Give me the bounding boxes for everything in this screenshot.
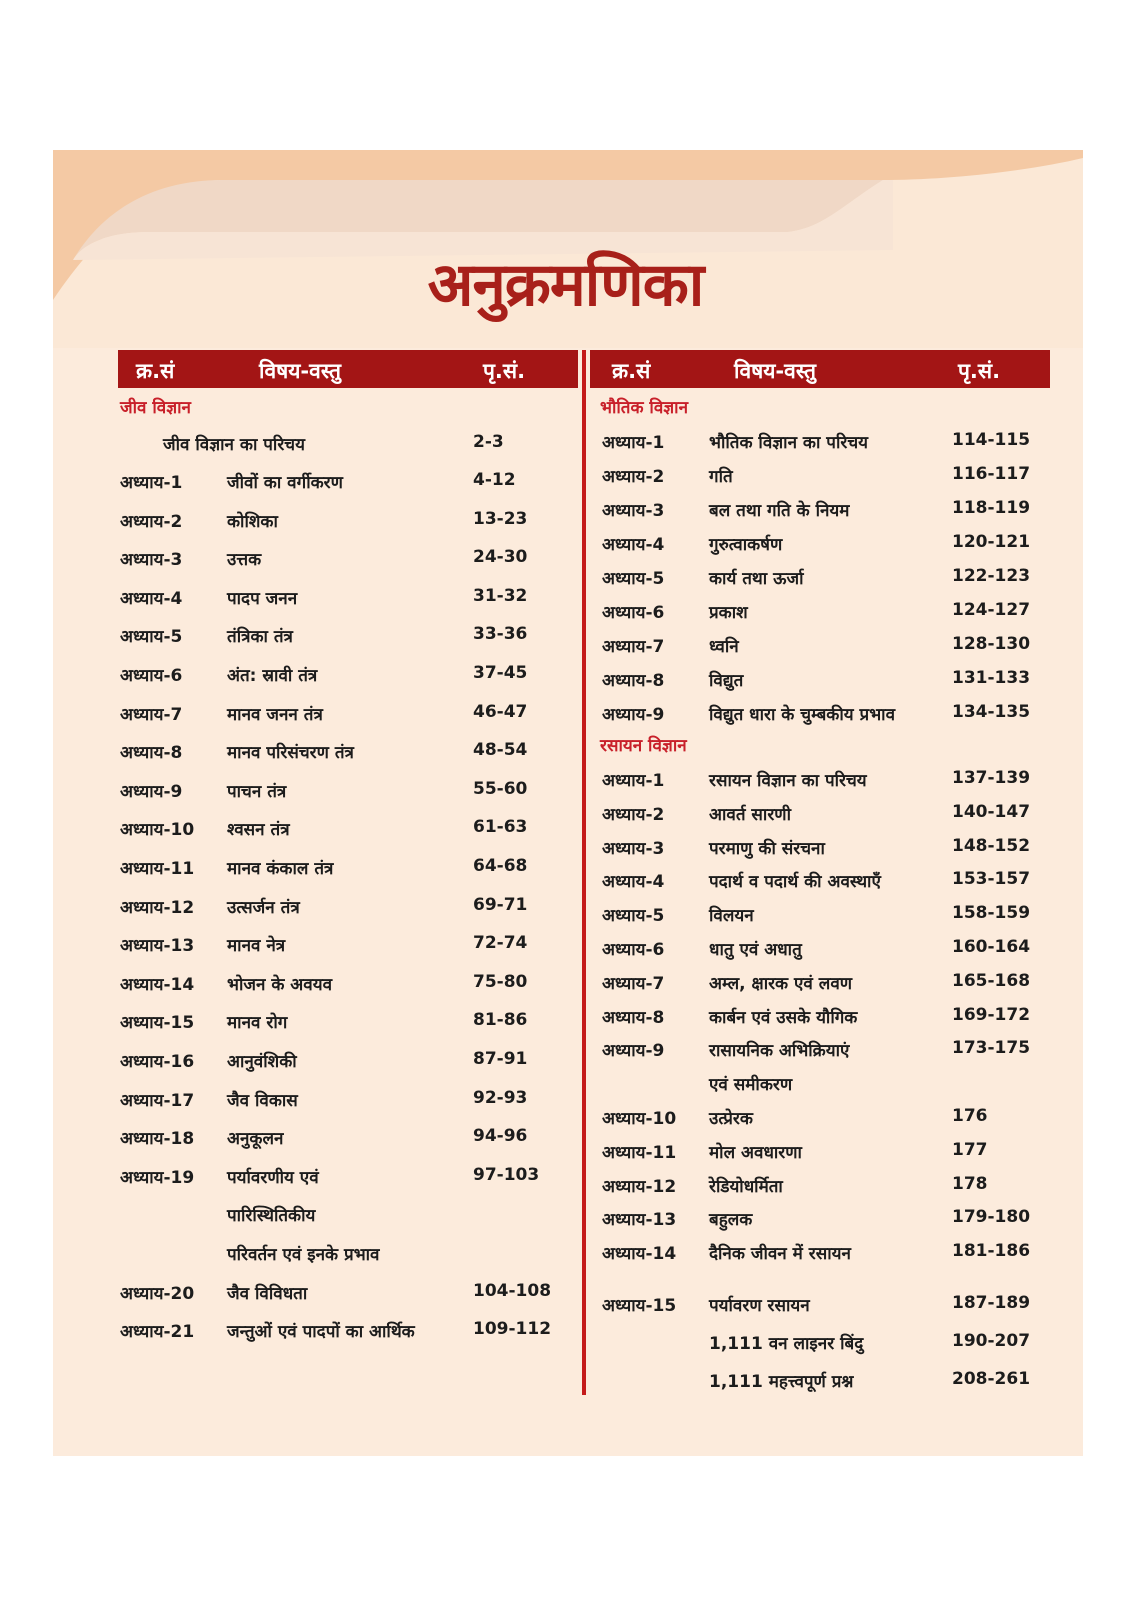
chapter-title: श्वसन तंत्र xyxy=(227,820,290,841)
chapter-number: अध्याय-1 xyxy=(602,433,665,453)
chapter-title: एवं समीकरण xyxy=(709,1075,793,1096)
page-range: 160-164 xyxy=(952,937,1031,957)
toc-row xyxy=(0,768,1131,798)
page-range: 69-71 xyxy=(473,894,528,915)
toc-row xyxy=(0,498,1131,528)
toc-row xyxy=(0,1038,1131,1068)
chapter-title: अम्ल, क्षारक एवं लवण xyxy=(709,973,853,994)
chapter-number: अध्याय-16 xyxy=(120,1052,195,1072)
toc-row xyxy=(0,1207,1131,1237)
page-range: 13-23 xyxy=(473,508,528,529)
chapter-title: दैनिक जीवन में रसायन xyxy=(709,1244,851,1265)
toc-row xyxy=(0,1005,1131,1035)
page-range: 55-60 xyxy=(473,778,528,799)
chapter-title: बहुलक xyxy=(709,1210,753,1231)
page-range: 116-117 xyxy=(952,464,1031,484)
chapter-number: अध्याय-8 xyxy=(602,1007,665,1028)
chapter-number: अध्याय-1 xyxy=(602,771,665,791)
section-heading: जीव विज्ञान xyxy=(120,398,191,418)
chapter-number: अध्याय-7 xyxy=(602,973,665,994)
page-range: 114-115 xyxy=(952,430,1031,450)
page-range: 61-63 xyxy=(473,817,528,838)
page-range: 37-45 xyxy=(473,663,528,683)
toc-row xyxy=(0,971,1131,1001)
chapter-number: अध्याय-5 xyxy=(602,569,665,589)
chapter-title: मोल अवधारणा xyxy=(709,1142,802,1163)
chapter-number: अध्याय-17 xyxy=(120,1090,195,1111)
chapter-number: अध्याय-9 xyxy=(602,705,665,725)
page-range: 124-127 xyxy=(952,600,1031,620)
toc-row xyxy=(0,836,1131,866)
chapter-title: उत्तक xyxy=(227,550,262,571)
page-range: 104-108 xyxy=(473,1280,552,1301)
toc-row xyxy=(0,1072,1131,1102)
page-range: 187-189 xyxy=(952,1293,1031,1313)
chapter-number: अध्याय-7 xyxy=(602,637,665,657)
chapter-number: अध्याय-11 xyxy=(120,859,195,879)
toc-row xyxy=(0,937,1131,967)
chapter-number: अध्याय-15 xyxy=(120,1013,195,1034)
chapter-title: पारिस्थितिकीय xyxy=(227,1206,316,1227)
chapter-title: जन्तुओं एवं पादपों का आर्थिक xyxy=(227,1322,415,1343)
chapter-number: अध्याय-14 xyxy=(120,974,195,995)
chapter-title: ध्वनि xyxy=(709,637,739,657)
chapter-number: अध्याय-13 xyxy=(602,1210,677,1231)
chapter-title: पाचन तंत्र xyxy=(227,781,287,802)
page-range: 165-168 xyxy=(952,970,1031,991)
page-range: 153-157 xyxy=(952,869,1031,890)
toc-row xyxy=(0,702,1131,732)
toc-row xyxy=(0,532,1131,562)
chapter-title: जैव विकास xyxy=(227,1090,298,1111)
header-subject: विषय-वस्तु xyxy=(259,359,341,383)
chapter-title: मानव कंकाल तंत्र xyxy=(227,859,334,879)
chapter-number: अध्याय-6 xyxy=(602,940,665,960)
chapter-number: अध्याय-19 xyxy=(120,1167,195,1188)
chapter-number: अध्याय-12 xyxy=(602,1176,677,1197)
chapter-title: मानव नेत्र xyxy=(227,936,286,957)
toc-row xyxy=(0,566,1131,596)
chapter-title: पर्यावरण रसायन xyxy=(709,1296,810,1316)
page-range: 109-112 xyxy=(473,1319,552,1340)
header-sno: क्र.सं xyxy=(136,359,175,383)
toc-row xyxy=(0,903,1131,933)
header-sno: क्र.सं xyxy=(612,359,651,383)
page-range: 177 xyxy=(952,1139,988,1160)
toc-row xyxy=(0,668,1131,698)
chapter-title: उत्प्रेरक xyxy=(709,1109,753,1129)
chapter-number: अध्याय-14 xyxy=(602,1244,677,1265)
chapter-title: मानव रोग xyxy=(227,1013,288,1034)
page-range: 48-54 xyxy=(473,740,528,761)
chapter-number: अध्याय-15 xyxy=(602,1296,677,1316)
chapter-number: अध्याय-8 xyxy=(602,671,665,691)
page-range: 4-12 xyxy=(473,470,516,490)
right-column-header xyxy=(590,350,1050,388)
chapter-number: अध्याय-9 xyxy=(120,781,183,802)
chapter-title: पादप जनन xyxy=(227,588,298,609)
toc-row xyxy=(0,1106,1131,1136)
chapter-title: आवर्त सारणी xyxy=(709,804,791,825)
chapter-title: तंत्रिका तंत्र xyxy=(227,627,293,648)
chapter-title: पदार्थ व पदार्थ की अवस्थाएँ xyxy=(709,872,881,893)
chapter-number: अध्याय-7 xyxy=(120,704,183,725)
toc-row xyxy=(0,1293,1131,1323)
header-subject: विषय-वस्तु xyxy=(734,359,816,383)
chapter-title: गुरुत्वाकर्षण xyxy=(709,535,783,555)
chapter-number: अध्याय-4 xyxy=(602,872,665,893)
page-range: 181-186 xyxy=(952,1241,1031,1262)
header-page: पृ.सं. xyxy=(483,359,526,383)
chapter-number: अध्याय-6 xyxy=(602,603,665,623)
chapter-title: मानव जनन तंत्र xyxy=(227,704,323,725)
page-range: 122-123 xyxy=(952,566,1031,586)
page-range: 94-96 xyxy=(473,1126,528,1147)
page-range: 134-135 xyxy=(952,702,1031,722)
chapter-title: भौतिक विज्ञान का परिचय xyxy=(709,433,868,453)
chapter-number: अध्याय-3 xyxy=(602,501,665,521)
chapter-title: विलयन xyxy=(709,906,754,927)
chapter-number: अध्याय-10 xyxy=(120,820,195,841)
page-range: 92-93 xyxy=(473,1087,528,1108)
page-range: 140-147 xyxy=(952,801,1031,822)
page-range: 148-152 xyxy=(952,835,1031,856)
page-range: 33-36 xyxy=(473,624,528,645)
chapter-title: रसायन विज्ञान का परिचय xyxy=(709,771,867,791)
chapter-title: रेडियोधर्मिता xyxy=(709,1176,783,1197)
chapter-title: परमाणु की संरचना xyxy=(709,838,825,859)
chapter-number: अध्याय-10 xyxy=(602,1109,677,1129)
chapter-title: 1,111 वन लाइनर बिंदु xyxy=(709,1334,864,1354)
chapter-title: जीव विज्ञान का परिचय xyxy=(163,435,305,455)
page-range: 24-30 xyxy=(473,547,528,568)
chapter-number: अध्याय-4 xyxy=(602,535,665,555)
page-range: 31-32 xyxy=(473,585,528,606)
page-range: 46-47 xyxy=(473,701,528,722)
left-column-header xyxy=(118,350,578,388)
chapter-title: रासायनिक अभिक्रियाएं xyxy=(709,1041,850,1062)
toc-row xyxy=(0,1241,1131,1271)
chapter-number: अध्याय-21 xyxy=(120,1322,195,1343)
chapter-number: अध्याय-6 xyxy=(120,666,183,686)
chapter-title: परिवर्तन एवं इनके प्रभाव xyxy=(227,1245,380,1265)
page-range: 120-121 xyxy=(952,532,1031,552)
chapter-title: आनुवंशिकी xyxy=(227,1052,297,1072)
section-heading: भौतिक विज्ञान xyxy=(600,398,689,418)
page-range: 87-91 xyxy=(473,1049,528,1069)
chapter-number: अध्याय-2 xyxy=(120,511,183,532)
chapter-title: अंत: स्रावी तंत्र xyxy=(227,666,318,686)
toc-row xyxy=(0,430,1131,460)
page-range: 2-3 xyxy=(473,432,504,452)
page-range: 190-207 xyxy=(952,1331,1031,1351)
toc-row xyxy=(0,802,1131,832)
toc-row xyxy=(0,1174,1131,1204)
page-range: 64-68 xyxy=(473,856,528,876)
chapter-number: अध्याय-20 xyxy=(120,1283,195,1304)
chapter-title: गति xyxy=(709,467,733,487)
chapter-title: 1,111 महत्त्वपूर्ण प्रश्न xyxy=(709,1372,854,1392)
chapter-title: कार्बन एवं उसके यौगिक xyxy=(709,1007,858,1028)
page-range: 81-86 xyxy=(473,1010,528,1031)
chapter-number: अध्याय-13 xyxy=(120,936,195,957)
chapter-title: धातु एवं अधातु xyxy=(709,940,802,960)
chapter-number: अध्याय-1 xyxy=(120,473,183,493)
chapter-title: विद्युत धारा के चुम्बकीय प्रभाव xyxy=(709,705,896,725)
toc-row xyxy=(0,740,1131,770)
chapter-number: अध्याय-18 xyxy=(120,1129,195,1150)
toc-row xyxy=(0,600,1131,630)
toc-row xyxy=(0,1369,1131,1399)
page-range: 208-261 xyxy=(952,1369,1031,1389)
page-range: 179-180 xyxy=(952,1207,1031,1228)
toc-row xyxy=(0,1331,1131,1361)
chapter-number: अध्याय-2 xyxy=(602,467,665,487)
toc-row xyxy=(0,869,1131,899)
chapter-title: कार्य तथा ऊर्जा xyxy=(709,569,804,589)
chapter-title: जैव विविधता xyxy=(227,1283,308,1304)
chapter-number: अध्याय-3 xyxy=(602,838,665,859)
chapter-number: अध्याय-5 xyxy=(120,627,183,648)
page-range: 169-172 xyxy=(952,1004,1031,1025)
chapter-number: अध्याय-3 xyxy=(120,550,183,571)
toc-row xyxy=(0,464,1131,494)
page-range: 178 xyxy=(952,1173,988,1194)
page-range: 97-103 xyxy=(473,1164,540,1185)
page-range: 173-175 xyxy=(952,1038,1031,1059)
chapter-title: विद्युत xyxy=(709,671,744,691)
chapter-title: उत्सर्जन तंत्र xyxy=(227,897,300,918)
chapter-number: अध्याय-11 xyxy=(602,1142,677,1163)
chapter-title: बल तथा गति के नियम xyxy=(709,501,850,521)
chapter-number: अध्याय-12 xyxy=(120,897,195,918)
chapter-number: अध्याय-2 xyxy=(602,804,665,825)
chapter-title: भोजन के अवयव xyxy=(227,974,333,995)
toc-row xyxy=(0,1140,1131,1170)
page-range: 75-80 xyxy=(473,971,528,992)
chapter-number: अध्याय-4 xyxy=(120,588,183,609)
section-heading: रसायन विज्ञान xyxy=(600,736,687,756)
toc-row xyxy=(0,634,1131,664)
chapter-title: पर्यावरणीय एवं xyxy=(227,1167,319,1188)
page-range: 72-74 xyxy=(473,933,528,954)
page-range: 137-139 xyxy=(952,768,1031,788)
chapter-title: कोशिका xyxy=(227,511,278,532)
page-range: 176 xyxy=(952,1106,988,1126)
page-range: 118-119 xyxy=(952,498,1031,518)
chapter-title: जीवों का वर्गीकरण xyxy=(227,473,343,493)
chapter-title: प्रकाश xyxy=(709,603,748,623)
page-range: 158-159 xyxy=(952,903,1031,924)
chapter-title: अनुकूलन xyxy=(227,1129,284,1150)
header-page: पृ.सं. xyxy=(958,359,1001,383)
chapter-number: अध्याय-5 xyxy=(602,906,665,927)
page-range: 131-133 xyxy=(952,668,1031,688)
chapter-number: अध्याय-9 xyxy=(602,1041,665,1062)
chapter-number: अध्याय-8 xyxy=(120,743,183,764)
page-title: अनुक्रमणिका xyxy=(427,250,704,320)
chapter-title: मानव परिसंचरण तंत्र xyxy=(227,743,354,764)
page-range: 128-130 xyxy=(952,634,1031,654)
